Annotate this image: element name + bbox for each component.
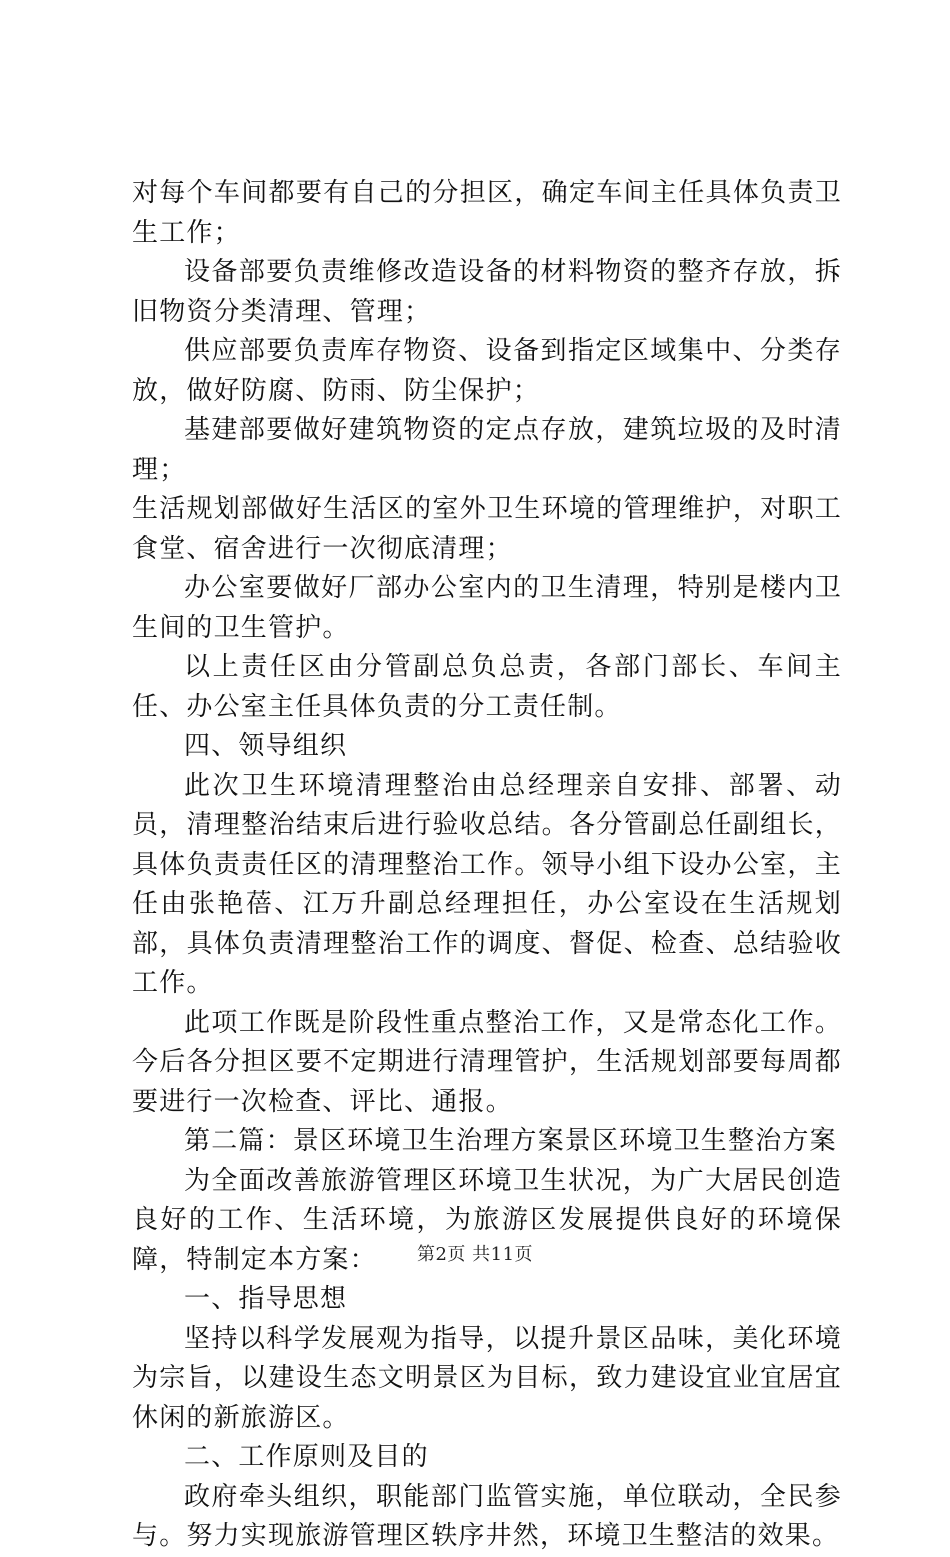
page-footer: 第2页 共11页 bbox=[416, 1244, 534, 1265]
paragraph: 此次卫生环境清理整治由总经理亲自安排、部署、动员，清理整治结束后进行验收总结。各分管副总任副组长，具体负责责任区的清理整治工作。领导小组下设办公室，主任由张艳蓓、江万升副总经理担任，办公室设在生活规划部，具体负责清理整治工作的调度、督促、检查、总结验收工作。 bbox=[132, 770, 842, 998]
paragraph: 对每个车间都要有自己的分担区，确定车间主任具体负责卫生工作； bbox=[132, 178, 842, 248]
paragraph: 此项工作既是阶段性重点整治工作，又是常态化工作。今后各分担区要不定期进行清理管护，生活规划部要每周都要进行一次检查、评比、通报。 bbox=[132, 1007, 842, 1117]
paragraph: 生活规划部做好生活区的室外卫生环境的管理维护，对职工食堂、宿舍进行一次彻底清理； bbox=[132, 494, 842, 564]
paragraph: 供应部要负责库存物资、设备到指定区域集中、分类存放，做好防腐、防雨、防尘保护； bbox=[132, 336, 842, 406]
section-heading: 一、指导思想 bbox=[184, 1284, 348, 1314]
paragraph: 为全面改善旅游管理区环境卫生状况，为广大居民创造良好的工作、生活环境，为旅游区发展提供良好的环境保障，特制定本方案： bbox=[132, 1165, 842, 1275]
chapter-heading: 第二篇：景区环境卫生治理方案景区环境卫生整治方案 bbox=[184, 1126, 837, 1156]
paragraph: 政府牵头组织，职能部门监管实施，单位联动，全民参与。努力实现旅游管理区轶序井然，环境卫生整洁的效果。 bbox=[132, 1481, 842, 1551]
paragraph: 设备部要负责维修改造设备的材料物资的整齐存放，拆旧物资分类清理、管理； bbox=[132, 257, 842, 327]
section-heading: 二、工作原则及目的 bbox=[184, 1442, 429, 1472]
document-body bbox=[132, 174, 842, 1557]
paragraph: 以上责任区由分管副总负总责，各部门部长、车间主任、办公室主任具体负责的分工责任制。 bbox=[132, 652, 842, 722]
paragraph: 基建部要做好建筑物资的定点存放，建筑垃圾的及时清理； bbox=[132, 415, 842, 485]
paragraph: 坚持以科学发展观为指导，以提升景区品味，美化环境为宗旨，以建设生态文明景区为目标，致力建设宜业宜居宜休闲的新旅游区。 bbox=[132, 1323, 842, 1433]
paragraph: 办公室要做好厂部办公室内的卫生清理，特别是楼内卫生间的卫生管护。 bbox=[132, 573, 842, 643]
section-heading: 四、领导组织 bbox=[184, 731, 348, 761]
